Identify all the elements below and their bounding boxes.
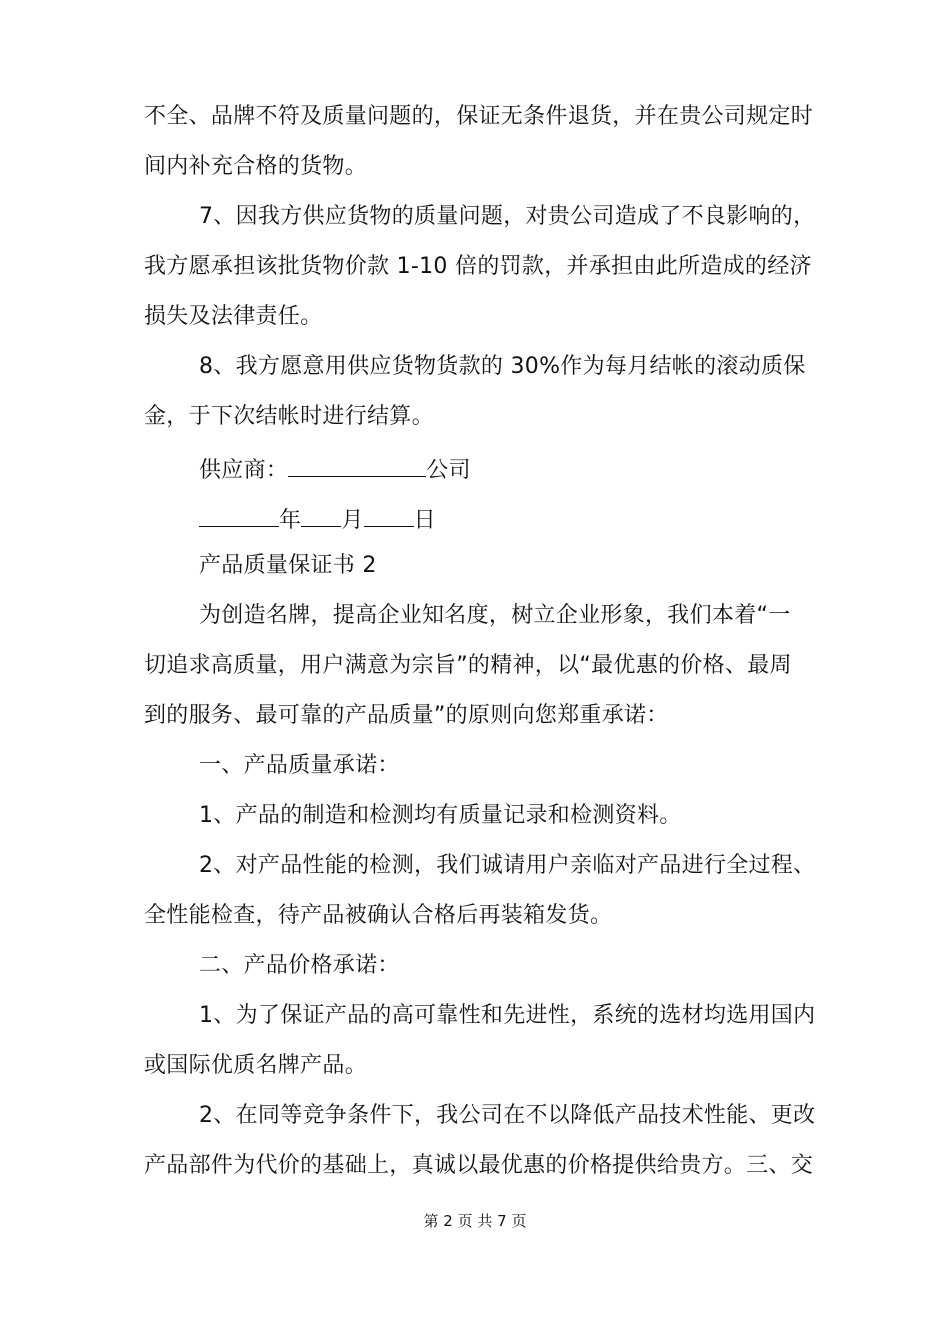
- paragraph-line: 损失及法律责任。: [144, 304, 323, 329]
- supplier-label: 供应商：: [199, 458, 289, 483]
- quality-item-2-cont: 全性能检查，待产品被确认合格后再装箱发货。: [144, 903, 613, 928]
- price-item-2: 2、在同等竞争条件下，我公司在不以降低产品技术性能、更改: [199, 1103, 816, 1128]
- supplier-blank: [288, 452, 426, 477]
- day-label: 日: [413, 508, 436, 533]
- supplier-signature-line: [199, 452, 471, 486]
- price-item-1: 1、为了保证产品的高可靠性和先进性，系统的选材均选用国内: [199, 1003, 816, 1028]
- intro-line: 到的服务、最可靠的产品质量”的原则向您郑重承诺：: [144, 703, 669, 728]
- heading-price: 二、产品价格承诺：: [199, 953, 400, 978]
- quality-item-1: 1、产品的制造和检测均有质量记录和检测资料。: [199, 803, 682, 828]
- heading-quality: 一、产品质量承诺：: [199, 753, 400, 778]
- paragraph-line: 间内补充合格的货物。: [144, 154, 368, 179]
- quality-item-2: 2、对产品性能的检测，我们诚请用户亲临对产品进行全过程、: [199, 853, 816, 878]
- section-title: 产品质量保证书 2: [199, 553, 377, 578]
- month-label: 月: [341, 508, 364, 533]
- intro-line: 切追求高质量，用户满意为宗旨”的精神，以“最优惠的价格、最周: [144, 653, 792, 678]
- paragraph-line: 不全、品牌不符及质量问题的，保证无条件退货，并在贵公司规定时: [144, 104, 814, 129]
- day-blank: [364, 502, 414, 527]
- supplier-suffix: 公司: [426, 458, 471, 483]
- page-number: 第 2 页 共 7 页: [423, 1212, 527, 1230]
- price-item-1-cont: 或国际优质名牌产品。: [144, 1053, 368, 1078]
- paragraph-line: 金，于下次结帐时进行结算。: [144, 404, 434, 429]
- clause-7-line: 7、因我方供应货物的质量问题，对贵公司造成了不良影响的，: [199, 204, 816, 229]
- paragraph-line: 我方愿承担该批货物价款 1-10 倍的罚款，并承担由此所造成的经济: [144, 254, 812, 279]
- intro-line: 为创造名牌，提高企业知名度，树立企业形象，我们本着“一: [199, 603, 791, 628]
- year-blank: [199, 502, 279, 527]
- clause-8-line: 8、我方愿意用供应货物货款的 30%作为每月结帐的滚动质保: [199, 354, 806, 379]
- year-label: 年: [279, 508, 302, 533]
- month-blank: [301, 502, 341, 527]
- date-line: [199, 502, 436, 536]
- price-item-2-cont: 产品部件为代价的基础上，真诚以最优惠的价格提供给贵方。三、交: [144, 1153, 814, 1178]
